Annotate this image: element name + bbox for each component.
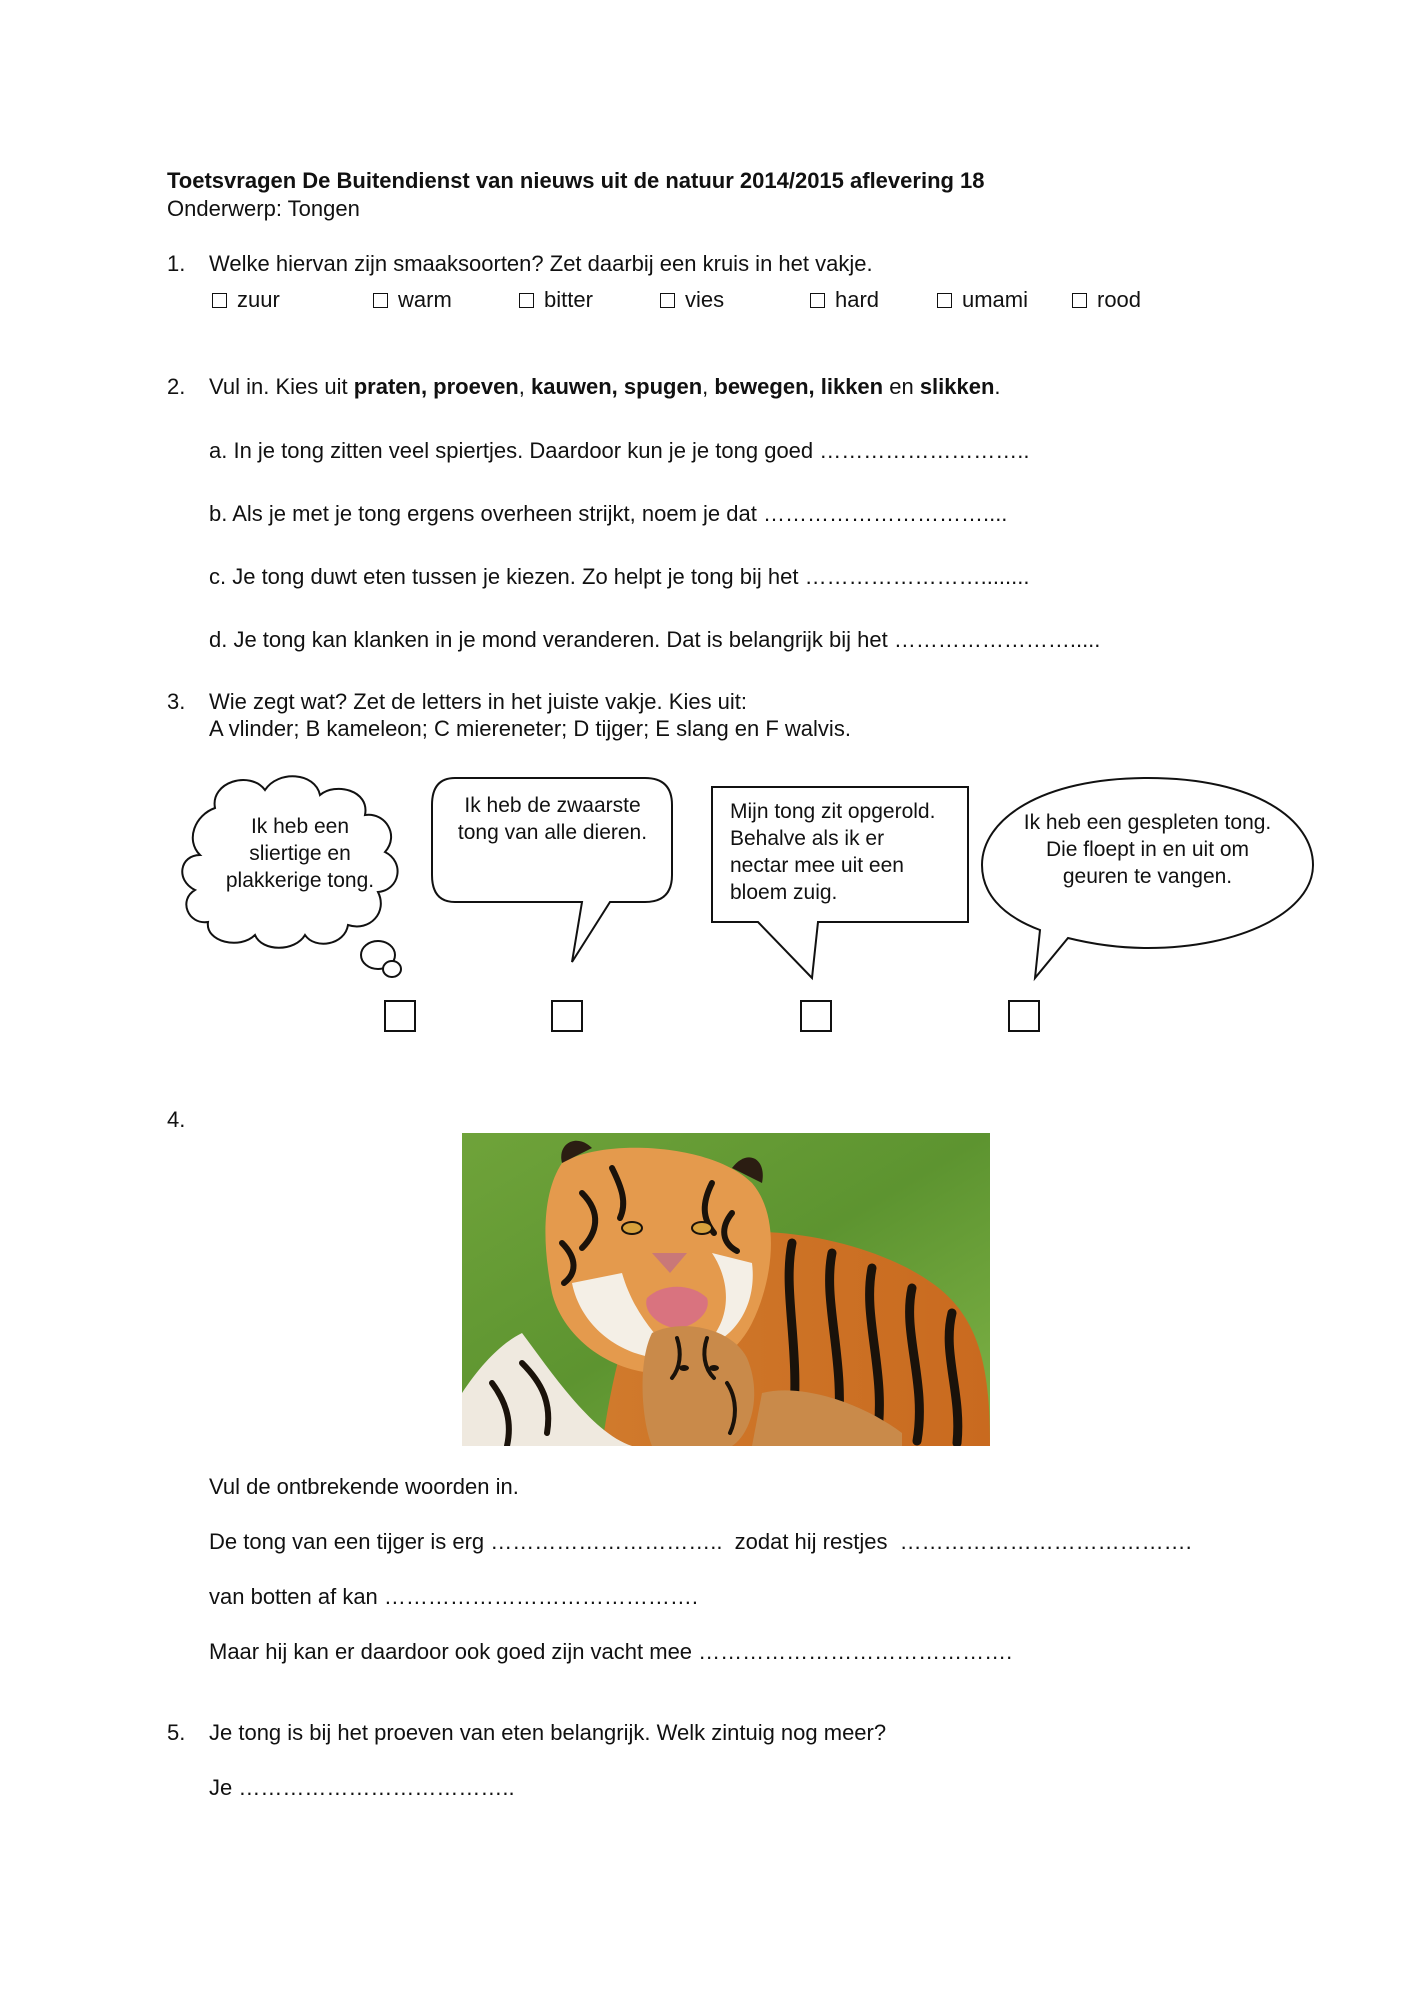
checkbox[interactable] bbox=[660, 293, 675, 308]
bubble-text-2: Ik heb de zwaarste tong van alle dieren. bbox=[457, 794, 648, 844]
q3-line1: Wie zegt wat? Zet de letters in het juiste vakje. Kies uit: bbox=[209, 689, 748, 714]
answer-box-2[interactable] bbox=[551, 1000, 583, 1032]
option-vies[interactable]: vies bbox=[660, 287, 724, 313]
checkbox[interactable] bbox=[810, 293, 825, 308]
answer-box-3[interactable] bbox=[800, 1000, 832, 1032]
checkbox[interactable] bbox=[519, 293, 534, 308]
option-bitter[interactable]: bitter bbox=[519, 287, 593, 313]
q4-line3[interactable]: Maar hij kan er daardoor ook goed zijn vacht mee ……………………………………. bbox=[209, 1639, 1013, 1664]
q4-line1[interactable]: De tong van een tijger is erg ………………………….. zodat hij restjes …………………………………. bbox=[209, 1529, 1192, 1554]
q2-instruction: Vul in. Kies uit praten, proeven, kauwen, spugen, bewegen, likken en slikken. bbox=[209, 374, 1001, 399]
page-title: Toetsvragen De Buitendienst van nieuws uit de natuur 2014/2015 aflevering 18 bbox=[167, 168, 985, 193]
q2-item-c[interactable]: c. Je tong duwt eten tussen je kiezen. Zo helpt je tong bij het ……………………........ bbox=[209, 564, 1030, 589]
checkbox[interactable] bbox=[1072, 293, 1087, 308]
q3-number: 3. bbox=[167, 689, 186, 714]
q2-item-d[interactable]: d. Je tong kan klanken in je mond veranderen. Dat is belangrijk bij het ……………………..... bbox=[209, 627, 1101, 652]
bubble-text-3: Mijn tong zit opgerold. Behalve als ik er nectar mee uit een bloem zuig. bbox=[730, 800, 936, 904]
q1-number: 1. bbox=[167, 251, 186, 276]
q4-instruction: Vul de ontbrekende woorden in. bbox=[209, 1474, 519, 1499]
q5-text: Je tong is bij het proeven van eten belangrijk. Welk zintuig nog meer? bbox=[209, 1720, 887, 1745]
q5-number: 5. bbox=[167, 1720, 186, 1745]
q2-item-a[interactable]: a. In je tong zitten veel spiertjes. Daardoor kun je je tong goed ……………………….. bbox=[209, 438, 1030, 463]
bubble-text-1: Ik heb een sliertige en plakkerige tong. bbox=[225, 815, 375, 892]
answer-box-1[interactable] bbox=[384, 1000, 416, 1032]
checkbox[interactable] bbox=[373, 293, 388, 308]
option-rood[interactable]: rood bbox=[1072, 287, 1141, 313]
speech-bubbles bbox=[0, 760, 1407, 1020]
q2-item-b[interactable]: b. Als je met je tong ergens overheen strijkt, noem je dat ………………………….... bbox=[209, 501, 1008, 526]
q3-line2: A vlinder; B kameleon; C miereneter; D tijger; E slang en F walvis. bbox=[209, 716, 851, 741]
q2-number: 2. bbox=[167, 374, 186, 399]
answer-box-4[interactable] bbox=[1008, 1000, 1040, 1032]
q1-text: Welke hiervan zijn smaaksoorten? Zet daarbij een kruis in het vakje. bbox=[209, 251, 873, 276]
option-zuur[interactable]: zuur bbox=[212, 287, 280, 313]
q4-line2[interactable]: van botten af kan ……………………………………. bbox=[209, 1584, 699, 1609]
option-hard[interactable]: hard bbox=[810, 287, 879, 313]
tiger-photo bbox=[462, 1133, 990, 1446]
q4-number: 4. bbox=[167, 1107, 186, 1132]
checkbox[interactable] bbox=[937, 293, 952, 308]
bubble-text-4: Ik heb een gespleten tong. Die floept in en uit om geuren te vangen. bbox=[1023, 811, 1272, 888]
option-warm[interactable]: warm bbox=[373, 287, 452, 313]
subject-line: Onderwerp: Tongen bbox=[167, 196, 360, 221]
checkbox[interactable] bbox=[212, 293, 227, 308]
q5-answer[interactable]: Je ……………………………….. bbox=[209, 1775, 515, 1800]
option-umami[interactable]: umami bbox=[937, 287, 1028, 313]
